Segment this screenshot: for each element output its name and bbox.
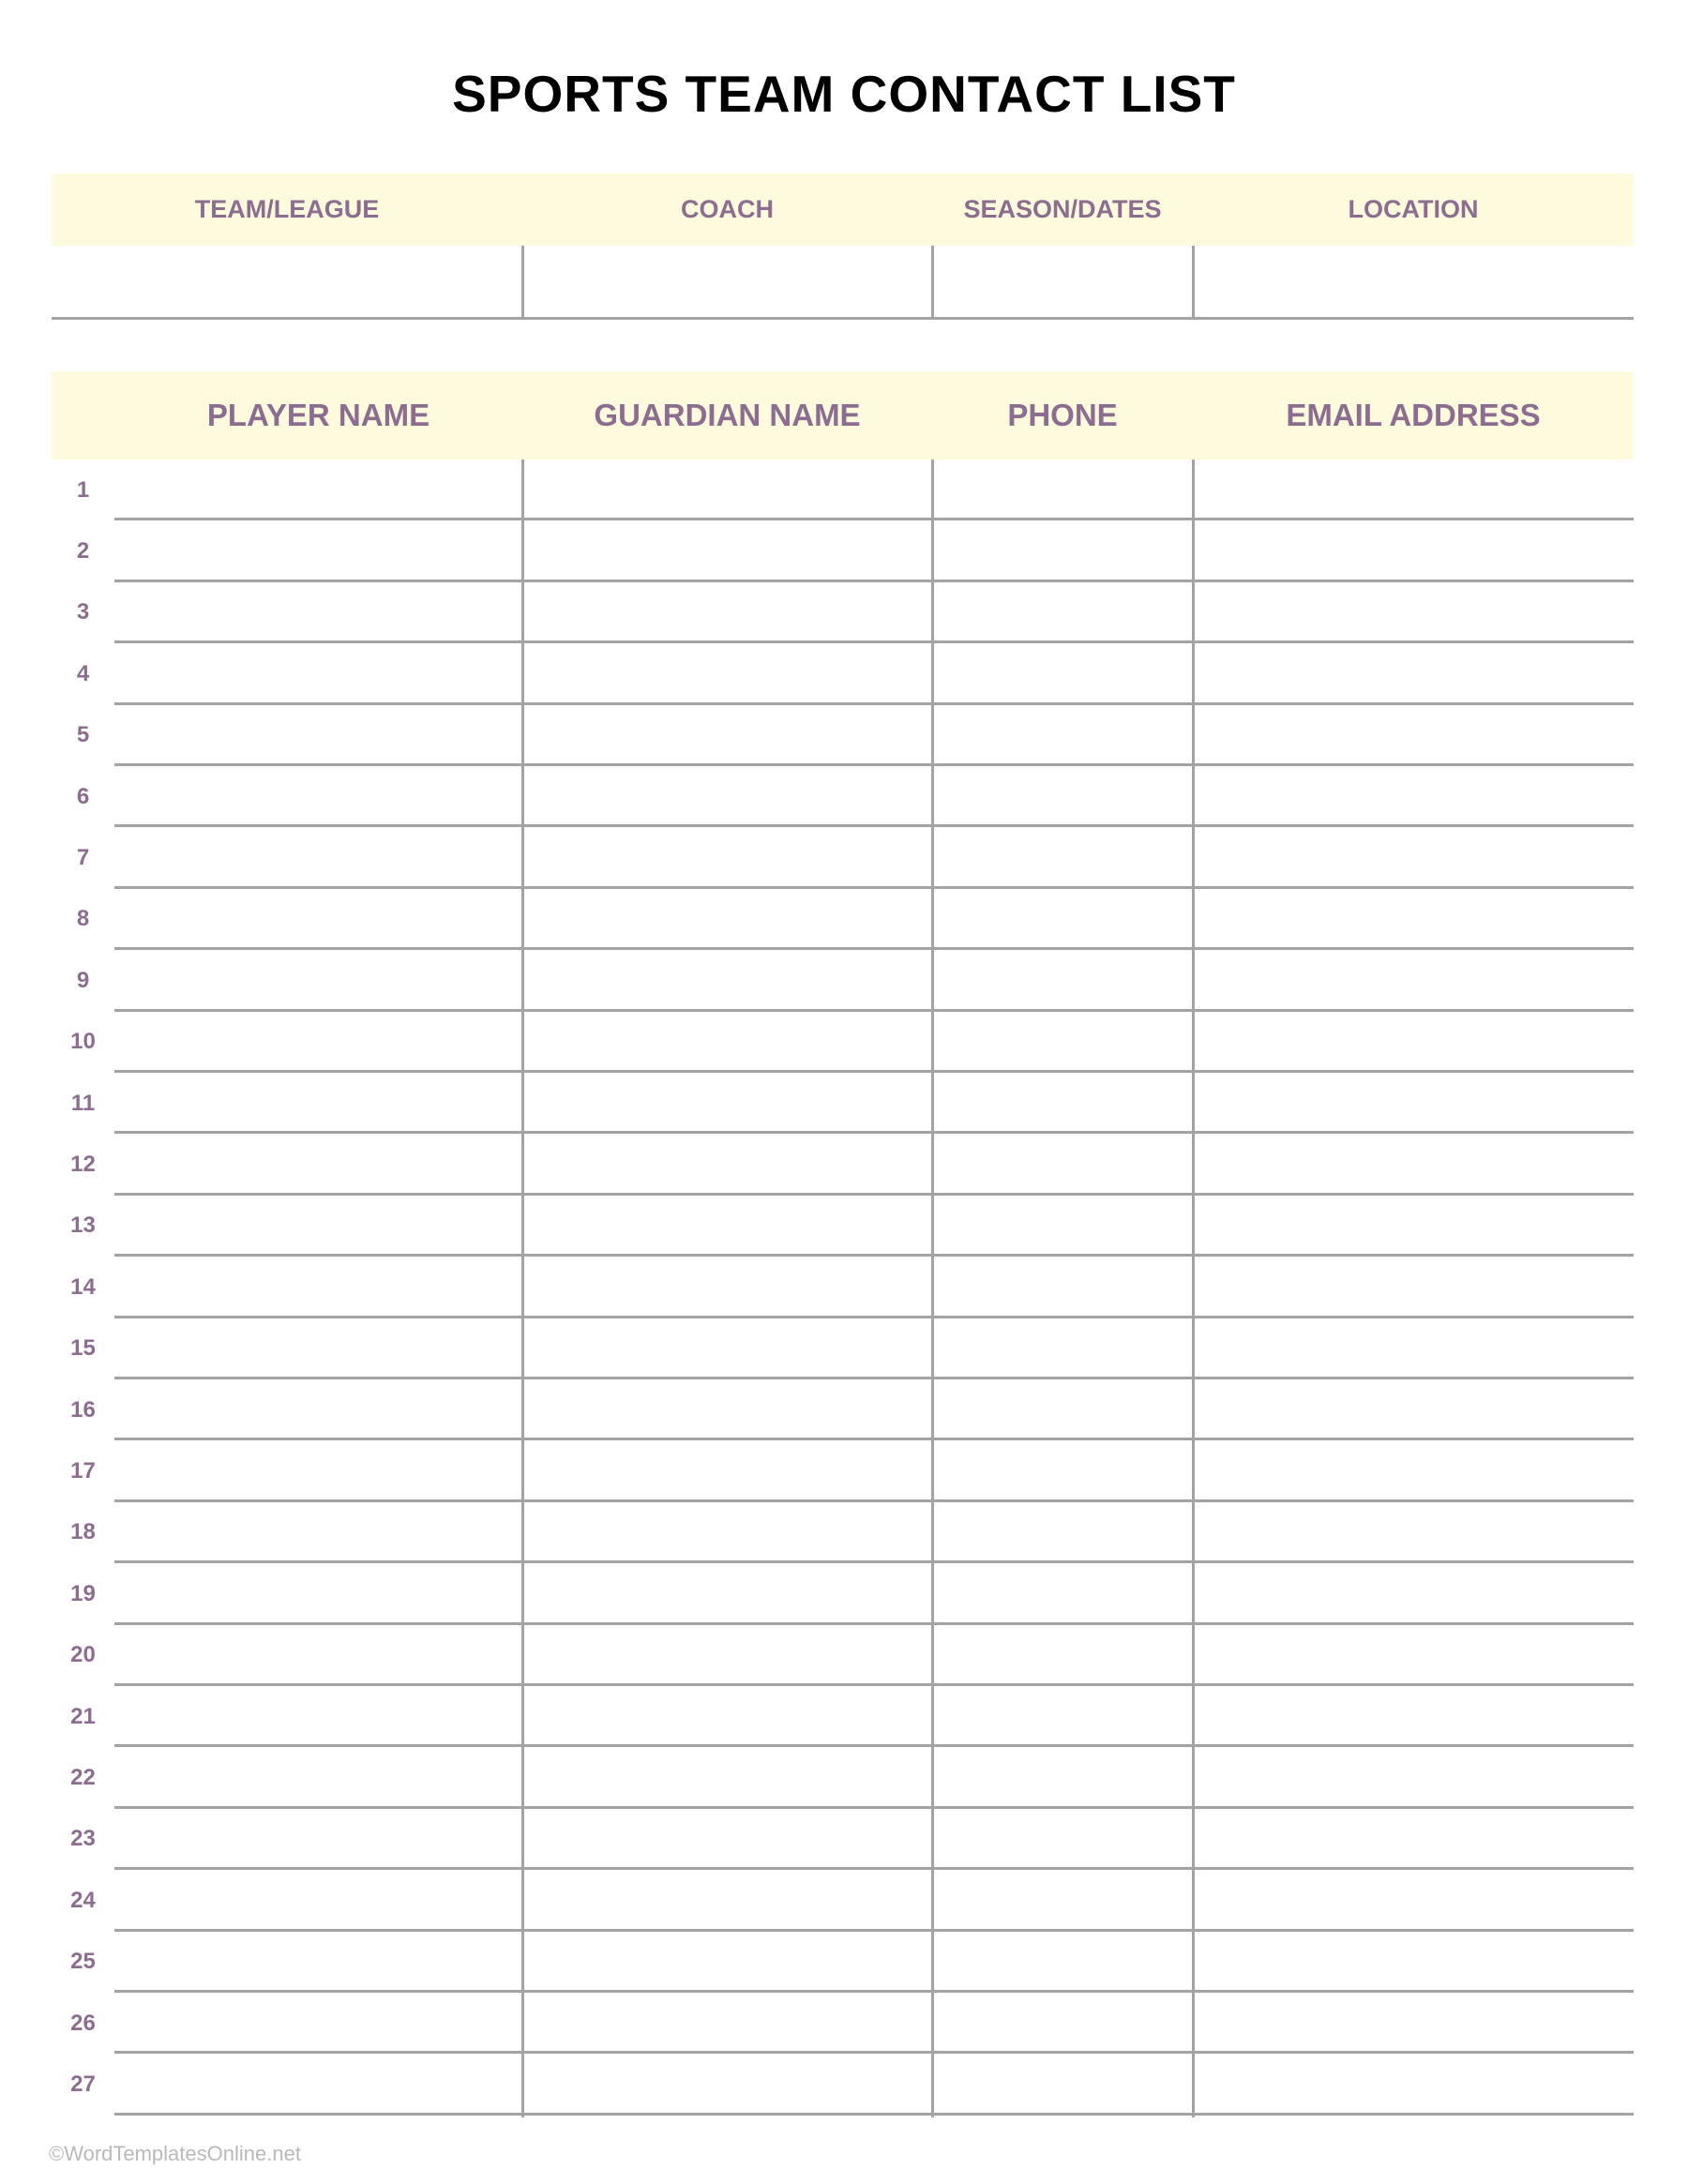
location-header: LOCATION	[1348, 195, 1479, 223]
table-row	[52, 1257, 1634, 1318]
email-address-cell[interactable]	[1193, 1379, 1634, 1440]
email-address-cell[interactable]	[1193, 1012, 1634, 1073]
player-name-cell[interactable]	[114, 1563, 522, 1624]
player-name-cell[interactable]	[114, 827, 522, 888]
table-row	[52, 1809, 1634, 1870]
table-row	[52, 459, 1634, 520]
phone-cell[interactable]	[932, 1686, 1193, 1747]
email-address-cell[interactable]	[1193, 1196, 1634, 1257]
table-row	[52, 1196, 1634, 1257]
player-name-cell[interactable]	[114, 1012, 522, 1073]
team-league-header: TEAM/LEAGUE	[194, 195, 380, 223]
copyright-footer: ©WordTemplatesOnline.net	[49, 2142, 301, 2165]
guardian-name-cell[interactable]	[522, 1502, 932, 1563]
email-address-cell[interactable]	[1193, 1747, 1634, 1808]
phone-cell[interactable]	[932, 1073, 1193, 1134]
phone-cell[interactable]	[932, 705, 1193, 766]
email-address-cell[interactable]	[1193, 1502, 1634, 1563]
guardian-name-cell[interactable]	[522, 1993, 932, 2054]
phone-cell[interactable]	[932, 1747, 1193, 1808]
phone-cell[interactable]	[932, 1134, 1193, 1195]
row-number: 21	[70, 1703, 96, 1729]
phone-header: PHONE	[1007, 398, 1118, 432]
email-address-cell[interactable]	[1193, 1932, 1634, 1993]
guardian-name-cell[interactable]	[522, 1318, 932, 1379]
guardian-name-cell[interactable]	[522, 1134, 932, 1195]
contact-table	[52, 371, 1634, 2117]
player-name-cell[interactable]	[114, 582, 522, 643]
phone-cell[interactable]	[932, 1318, 1193, 1379]
table-row	[52, 520, 1634, 581]
phone-cell[interactable]	[932, 1870, 1193, 1931]
column-divider	[521, 246, 524, 318]
phone-cell[interactable]	[932, 1196, 1193, 1257]
email-address-cell[interactable]	[1193, 520, 1634, 581]
table-row	[52, 1318, 1634, 1379]
player-name-cell[interactable]	[114, 1134, 522, 1195]
guardian-name-cell[interactable]	[522, 582, 932, 643]
table-row	[52, 1747, 1634, 1808]
guardian-name-cell[interactable]	[522, 1870, 932, 1931]
row-number: 15	[70, 1335, 96, 1362]
row-number: 11	[70, 1090, 96, 1116]
row-number: 5	[76, 722, 90, 748]
email-address-cell[interactable]	[1193, 1625, 1634, 1686]
table-row	[52, 827, 1634, 888]
table-row	[52, 1440, 1634, 1501]
guardian-name-cell[interactable]	[522, 1686, 932, 1747]
email-address-cell[interactable]	[1193, 1993, 1634, 2054]
phone-cell[interactable]	[932, 1379, 1193, 1440]
table-row	[52, 766, 1634, 827]
table-row	[52, 1012, 1634, 1073]
email-address-cell[interactable]	[1193, 582, 1634, 643]
email-address-cell[interactable]	[1193, 1134, 1634, 1195]
player-name-cell[interactable]	[114, 1379, 522, 1440]
phone-cell[interactable]	[932, 520, 1193, 581]
player-name-cell[interactable]	[114, 2054, 522, 2115]
email-address-cell[interactable]	[1193, 1257, 1634, 1318]
email-address-cell[interactable]	[1193, 2054, 1634, 2115]
player-name-cell[interactable]	[114, 766, 522, 827]
row-number: 26	[70, 2010, 96, 2036]
row-number: 17	[70, 1458, 96, 1484]
player-name-header: PLAYER NAME	[206, 398, 430, 432]
season-dates-field[interactable]	[932, 246, 1193, 317]
table-row	[52, 1625, 1634, 1686]
guardian-name-cell[interactable]	[522, 1257, 932, 1318]
table-row	[52, 1932, 1634, 1993]
player-name-cell[interactable]	[114, 1257, 522, 1318]
guardian-name-cell[interactable]	[522, 1012, 932, 1073]
row-number: 12	[70, 1152, 96, 1178]
team-info-header-row	[52, 173, 1634, 246]
player-name-cell[interactable]	[114, 1993, 522, 2054]
player-name-cell[interactable]	[114, 1747, 522, 1808]
coach-field[interactable]	[522, 246, 932, 317]
player-name-cell[interactable]	[114, 1073, 522, 1134]
player-name-cell[interactable]	[114, 1686, 522, 1747]
guardian-name-cell[interactable]	[522, 705, 932, 766]
table-row	[52, 1993, 1634, 2054]
phone-cell[interactable]	[932, 1257, 1193, 1318]
guardian-name-cell[interactable]	[522, 889, 932, 950]
guardian-name-cell[interactable]	[522, 459, 932, 520]
player-name-cell[interactable]	[114, 1809, 522, 1870]
phone-cell[interactable]	[932, 1012, 1193, 1073]
column-divider	[521, 459, 524, 2117]
team-league-field[interactable]	[52, 246, 522, 317]
phone-cell[interactable]	[932, 827, 1193, 888]
column-divider	[931, 246, 934, 318]
table-row	[52, 2054, 1634, 2115]
email-address-cell[interactable]	[1193, 705, 1634, 766]
row-number: 27	[70, 2071, 96, 2098]
email-address-cell[interactable]	[1193, 1809, 1634, 1870]
guardian-name-cell[interactable]	[522, 1379, 932, 1440]
phone-cell[interactable]	[932, 889, 1193, 950]
row-number: 13	[70, 1212, 96, 1239]
player-name-cell[interactable]	[114, 889, 522, 950]
contact-header-row	[52, 371, 1634, 459]
location-field[interactable]	[1193, 246, 1634, 317]
row-number: 23	[70, 1826, 96, 1852]
column-divider	[931, 459, 934, 2117]
phone-cell[interactable]	[932, 1440, 1193, 1501]
email-address-cell[interactable]	[1193, 827, 1634, 888]
phone-cell[interactable]	[932, 766, 1193, 827]
guardian-name-cell[interactable]	[522, 1073, 932, 1134]
guardian-name-cell[interactable]	[522, 1625, 932, 1686]
email-address-cell[interactable]	[1193, 889, 1634, 950]
phone-cell[interactable]	[932, 582, 1193, 643]
email-address-cell[interactable]	[1193, 1870, 1634, 1931]
row-number: 19	[70, 1580, 96, 1606]
email-address-cell[interactable]	[1193, 643, 1634, 704]
phone-cell[interactable]	[932, 1502, 1193, 1563]
row-number: 14	[70, 1273, 96, 1300]
row-number: 20	[70, 1642, 96, 1668]
guardian-name-header: GUARDIAN NAME	[594, 398, 861, 432]
player-name-cell[interactable]	[114, 1502, 522, 1563]
table-row	[52, 582, 1634, 643]
player-name-cell[interactable]	[114, 705, 522, 766]
email-address-cell[interactable]	[1193, 1318, 1634, 1379]
row-number: 25	[70, 1949, 96, 1975]
row-number: 2	[76, 538, 90, 565]
table-row	[52, 1073, 1634, 1134]
email-address-cell[interactable]	[1193, 766, 1634, 827]
email-address-cell[interactable]	[1193, 459, 1634, 520]
email-address-header: EMAIL ADDRESS	[1286, 398, 1541, 432]
player-name-cell[interactable]	[114, 1932, 522, 1993]
season-dates-header: SEASON/DATES	[963, 195, 1162, 223]
phone-cell[interactable]	[932, 2054, 1193, 2115]
table-row	[52, 1686, 1634, 1747]
column-divider	[1192, 459, 1195, 2117]
email-address-cell[interactable]	[1193, 1440, 1634, 1501]
phone-cell[interactable]	[932, 950, 1193, 1011]
player-name-cell[interactable]	[114, 1870, 522, 1931]
guardian-name-cell[interactable]	[522, 1747, 932, 1808]
player-name-cell[interactable]	[114, 643, 522, 704]
guardian-name-cell[interactable]	[522, 643, 932, 704]
row-number: 4	[76, 660, 90, 686]
row-number: 7	[76, 845, 90, 871]
table-row	[52, 1870, 1634, 1931]
row-number: 18	[70, 1519, 96, 1545]
table-row	[52, 1379, 1634, 1440]
row-divider	[114, 2113, 1634, 2116]
row-number: 1	[76, 476, 90, 503]
email-address-cell[interactable]	[1193, 1686, 1634, 1747]
table-row	[52, 705, 1634, 766]
player-name-cell[interactable]	[114, 950, 522, 1011]
row-number: 24	[70, 1887, 96, 1913]
row-number: 3	[76, 599, 90, 625]
email-address-cell[interactable]	[1193, 1563, 1634, 1624]
guardian-name-cell[interactable]	[522, 766, 932, 827]
guardian-name-cell[interactable]	[522, 1563, 932, 1624]
row-number: 10	[70, 1029, 96, 1055]
email-address-cell[interactable]	[1193, 1073, 1634, 1134]
guardian-name-cell[interactable]	[522, 1809, 932, 1870]
table-row	[52, 1502, 1634, 1563]
phone-cell[interactable]	[932, 1563, 1193, 1624]
guardian-name-cell[interactable]	[522, 1196, 932, 1257]
guardian-name-cell[interactable]	[522, 520, 932, 581]
player-name-cell[interactable]	[114, 1440, 522, 1501]
row-number: 8	[76, 906, 90, 932]
guardian-name-cell[interactable]	[522, 1440, 932, 1501]
team-info-table	[52, 173, 1634, 320]
phone-cell[interactable]	[932, 1809, 1193, 1870]
phone-cell[interactable]	[932, 1932, 1193, 1993]
table-row	[52, 1134, 1634, 1195]
phone-cell[interactable]	[932, 459, 1193, 520]
guardian-name-cell[interactable]	[522, 2054, 932, 2115]
coach-header: COACH	[681, 195, 774, 223]
guardian-name-cell[interactable]	[522, 1932, 932, 1993]
guardian-name-cell[interactable]	[522, 950, 932, 1011]
row-divider	[52, 317, 1634, 320]
column-divider	[1192, 246, 1195, 318]
email-address-cell[interactable]	[1193, 950, 1634, 1011]
guardian-name-cell[interactable]	[522, 827, 932, 888]
table-row	[52, 1563, 1634, 1624]
table-row	[52, 889, 1634, 950]
player-name-cell[interactable]	[114, 1625, 522, 1686]
row-number: 9	[76, 967, 90, 993]
phone-cell[interactable]	[932, 1993, 1193, 2054]
table-row	[52, 643, 1634, 704]
row-number: 16	[70, 1396, 96, 1423]
row-number: 6	[76, 783, 90, 809]
phone-cell[interactable]	[932, 643, 1193, 704]
row-number: 22	[70, 1765, 96, 1791]
player-name-cell[interactable]	[114, 1318, 522, 1379]
phone-cell[interactable]	[932, 1625, 1193, 1686]
player-name-cell[interactable]	[114, 520, 522, 581]
page-title: SPORTS TEAM CONTACT LIST	[452, 65, 1236, 123]
player-name-cell[interactable]	[114, 1196, 522, 1257]
player-name-cell[interactable]	[114, 459, 522, 520]
table-row	[52, 950, 1634, 1011]
